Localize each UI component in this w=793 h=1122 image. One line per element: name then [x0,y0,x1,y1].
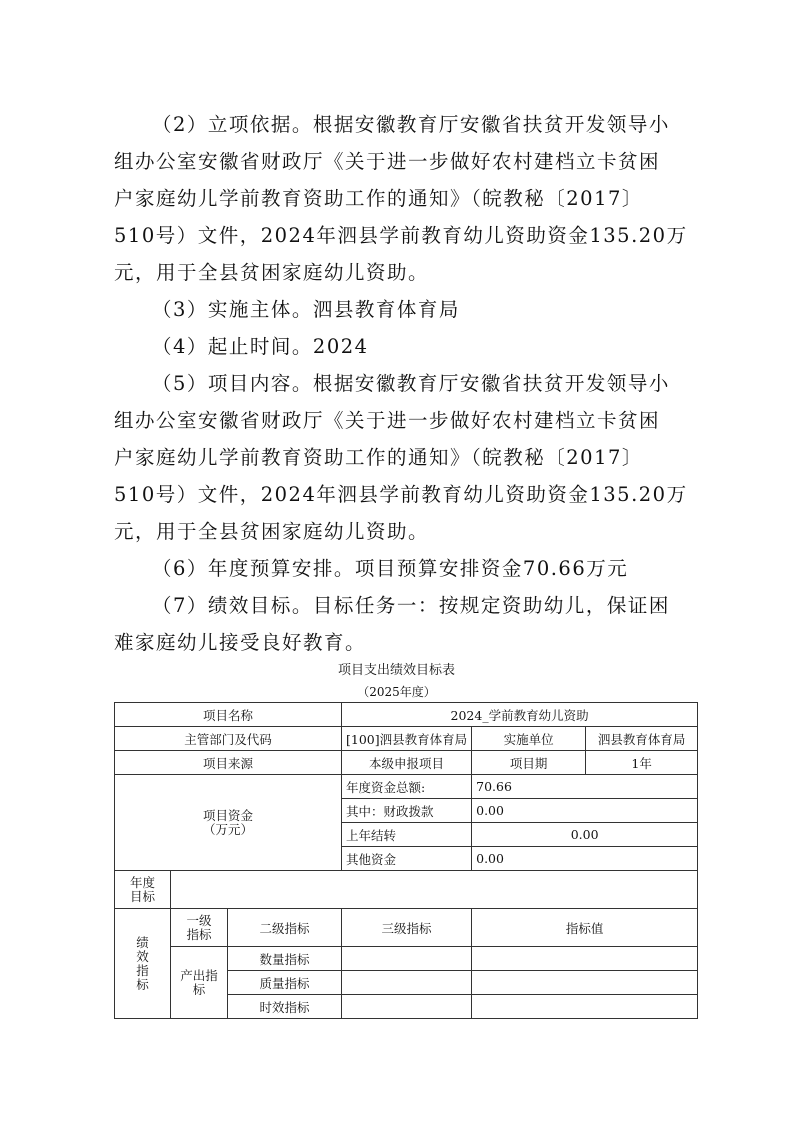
paragraph-line: 元，用于全县贫困家庭幼儿资助。 [114,520,430,543]
total-value: 70.66 [472,775,698,799]
project-name-value: 2024_学前教育幼儿资助 [342,703,698,727]
paragraph-line: （6）年度预算安排。项目预算安排资金70.66万元 [152,557,629,580]
performance-table [114,702,698,1019]
other-value: 0.00 [472,847,698,871]
dept-label: 主管部门及代码 [115,727,342,751]
table-row [115,727,698,751]
unit-label: 实施单位 [472,727,586,751]
other-label: 其他资金 [342,847,472,871]
annual-goal-label: 年度 目标 [115,871,171,909]
paragraph-line: （3）实施主体。泗县教育体育局 [152,298,460,321]
paragraph [114,587,684,661]
level2-header: 二级指标 [228,909,342,947]
table-row [115,751,698,775]
carryover-label: 上年结转 [342,823,472,847]
paragraph [114,328,684,365]
output-label: 产出指 标 [171,947,228,1019]
level3-header: 三级指标 [342,909,472,947]
period-value: 1年 [586,751,698,775]
paragraph-line: （2）立项依据。根据安徽教育厅安徽省扶贫开发领导小 [152,113,670,136]
paragraph [114,291,684,328]
paragraph-line: 组办公室安徽省财政厅《关于进一步做好农村建档立卡贫困 [114,150,661,173]
table-row [115,947,698,971]
paragraph-line: 户家庭幼儿学前教育资助工作的通知》（皖教秘〔2017〕 [114,446,643,469]
paragraph-line: 难家庭幼儿接受良好教育。 [114,631,367,654]
fiscal-label: 其中：财政拨款 [342,799,472,823]
perf-label: 绩 效 指 标 [115,909,171,1019]
timeliness-label: 时效指标 [228,995,342,1019]
value-header: 指标值 [472,909,698,947]
annual-goal-value [171,871,698,909]
paragraph-line: （5）项目内容。根据安徽教育厅安徽省扶贫开发领导小 [152,372,670,395]
paragraph [114,550,684,587]
carryover-value: 0.00 [472,823,698,847]
quantity-label: 数量指标 [228,947,342,971]
paragraph-line: （4）起止时间。2024 [152,335,369,358]
paragraph-line: 元，用于全县贫困家庭幼儿资助。 [114,261,430,284]
table-row [115,909,698,947]
table-title: 项目支出绩效目标表 [337,663,455,678]
paragraph-line: 510号）文件，2024年泗县学前教育幼儿资助资金135.20万 [114,483,688,506]
project-name-label: 项目名称 [115,703,342,727]
unit-value: 泗县教育体育局 [586,727,698,751]
table-row [115,871,698,909]
paragraph [114,106,688,291]
table-row [115,703,698,727]
paragraph-line: 510号）文件，2024年泗县学前教育幼儿资助资金135.20万 [114,224,688,247]
table-subtitle: （2025年度） [357,685,436,699]
paragraph [114,365,688,550]
paragraph-line: 组办公室安徽省财政厅《关于进一步做好农村建档立卡贫困 [114,409,661,432]
dept-value: [100]泗县教育体育局 [342,727,472,751]
total-label: 年度资金总额: [342,775,472,799]
funds-label: 项目资金 （万元） [115,775,342,871]
source-value: 本级申报项目 [342,751,472,775]
paragraph-line: 户家庭幼儿学前教育资助工作的通知》（皖教秘〔2017〕 [114,187,643,210]
quality-label: 质量指标 [228,971,342,995]
fiscal-value: 0.00 [472,799,698,823]
period-label: 项目期 [472,751,586,775]
source-label: 项目来源 [115,751,342,775]
paragraph-line: （7）绩效目标。目标任务一：按规定资助幼儿，保证困 [152,594,670,617]
level1-header: 一级 指标 [171,909,228,947]
table-row [115,775,698,799]
